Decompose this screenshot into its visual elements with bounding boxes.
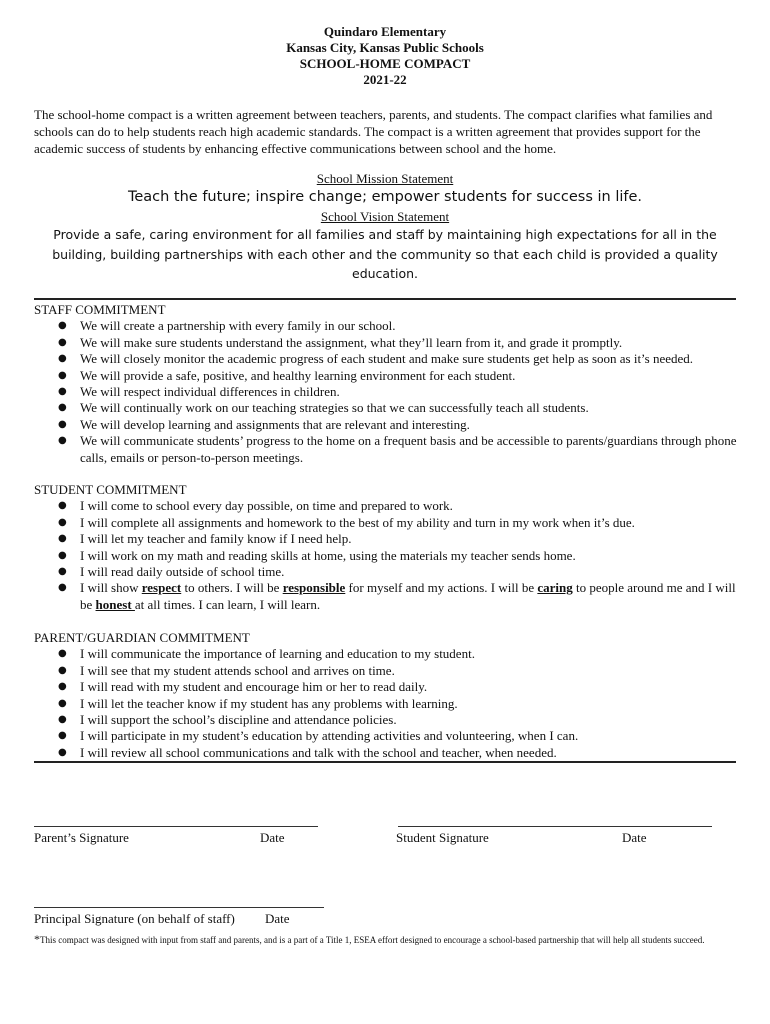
text-fragment: I will show bbox=[80, 580, 142, 596]
text-fragment: at all times. I can learn, I will learn. bbox=[134, 596, 321, 612]
student-commitment-title: STUDENT COMMITMENT bbox=[34, 482, 187, 497]
list-item: ● We will provide a safe, positive, and healthy learning environment for each student. bbox=[80, 368, 738, 384]
staff-commitment-list bbox=[34, 318, 738, 466]
text-fragment: for myself and my actions. I will be bbox=[345, 580, 538, 596]
list-item: ● I will read with my student and encourage him or her to read daily. bbox=[80, 679, 738, 695]
list-item: ● We will respect individual differences in children. bbox=[80, 384, 738, 400]
mission-heading: School Mission Statement bbox=[316, 171, 454, 186]
list-item: ● We will develop learning and assignments that are relevant and interesting. bbox=[80, 417, 738, 433]
principal-date-label: Date bbox=[265, 911, 290, 926]
text-fragment: to people around me and I will be bbox=[80, 580, 736, 612]
document-header bbox=[0, 24, 770, 88]
list-item: ● I will communicate the importance of learning and education to my student. bbox=[80, 646, 738, 662]
list-item: ● I will review all school communications and talk with the school and teacher, when needed. bbox=[80, 745, 738, 761]
list-item: ● I will participate in my student’s education by attending activities and volunteering, when I can. bbox=[80, 728, 738, 744]
staff-commitment-title: STAFF COMMITMENT bbox=[34, 302, 166, 317]
list-item: ● I will let my teacher and family know if I need help. bbox=[80, 531, 738, 547]
intro-paragraph: The school-home compact is a written agreement between teachers, parents, and students. The compact clarifies what families and schools can do to help students reach high academic standards. The compact is a written agreement that provides support for the academic success of students by enhancing effective communications between school and the home. bbox=[34, 107, 713, 156]
list-item: ● I will support the school’s discipline and attendance policies. bbox=[80, 712, 738, 728]
footnote-text: This compact was designed with input from staff and parents, and is a part of a Title 1, ESEA effort designed to encourage a school-based partnership that will help all students succeed. bbox=[40, 935, 705, 945]
list-item: ● We will create a partnership with every family in our school. bbox=[80, 318, 738, 334]
document-title: SCHOOL-HOME COMPACT bbox=[299, 56, 471, 71]
student-commitment-list bbox=[34, 498, 738, 613]
parent-signature-label: Parent’s Signature bbox=[34, 830, 129, 845]
list-item: ● I will see that my student attends school and arrives on time. bbox=[80, 663, 738, 679]
staff-commitment-section bbox=[34, 302, 738, 466]
student-commitment-section bbox=[34, 482, 738, 613]
section-divider-bottom bbox=[34, 761, 736, 763]
mission-statement: Teach the future; inspire change; empower students for success in life. bbox=[127, 189, 643, 205]
vision-heading: School Vision Statement bbox=[320, 209, 450, 224]
value-caring: caring bbox=[537, 580, 573, 596]
parent-commitment-section bbox=[34, 630, 738, 761]
district-name: Kansas City, Kansas Public Schools bbox=[286, 40, 484, 55]
list-item: ● We will continually work on our teaching strategies so that we can successfully teach all students. bbox=[80, 400, 738, 416]
list-item: ● I will read daily outside of school time. bbox=[80, 564, 738, 580]
school-year: 2021-22 bbox=[363, 72, 407, 87]
footnote bbox=[34, 932, 734, 947]
vision-statement: Provide a safe, caring environment for all families and staff by maintaining high expectations for all in the building, building partnerships with each other and the community so that each child is provided a quality education. bbox=[52, 227, 718, 281]
value-respect: respect bbox=[141, 580, 182, 596]
parent-date-label: Date bbox=[260, 830, 285, 845]
list-item: ● We will make sure students understand the assignment, what they’ll learn from it, and grade it promptly. bbox=[80, 335, 738, 351]
parent-commitment-list bbox=[34, 646, 738, 761]
text-fragment: to others. I will be bbox=[181, 580, 283, 596]
list-item-values bbox=[80, 580, 738, 613]
principal-signature-line[interactable] bbox=[34, 907, 324, 908]
school-name: Quindaro Elementary bbox=[323, 24, 447, 39]
section-divider-top bbox=[34, 298, 736, 300]
list-item: ● We will communicate students’ progress to the home on a frequent basis and be accessible to parents/guardians through phone calls, emails or person-to-person meetings. bbox=[80, 433, 738, 466]
list-item: ● We will closely monitor the academic progress of each student and make sure students get help as soon as it’s needed. bbox=[80, 351, 738, 367]
principal-signature-label: Principal Signature (on behalf of staff) bbox=[34, 911, 235, 926]
footnote-marker: * bbox=[34, 932, 40, 946]
list-item: ● I will come to school every day possible, on time and prepared to work. bbox=[80, 498, 738, 514]
value-responsible: responsible bbox=[282, 580, 346, 596]
list-item: ● I will complete all assignments and homework to the best of my ability and turn in my work when it’s due. bbox=[80, 515, 738, 531]
student-signature-line[interactable] bbox=[398, 826, 712, 827]
parent-commitment-title: PARENT/GUARDIAN COMMITMENT bbox=[34, 630, 250, 645]
student-date-label: Date bbox=[622, 830, 647, 845]
student-signature-label: Student Signature bbox=[396, 830, 489, 845]
value-honest: honest bbox=[95, 596, 135, 612]
parent-signature-line[interactable] bbox=[34, 826, 318, 827]
list-item: ● I will let the teacher know if my student has any problems with learning. bbox=[80, 696, 738, 712]
list-item: ● I will work on my math and reading skills at home, using the materials my teacher sends home. bbox=[80, 548, 738, 564]
